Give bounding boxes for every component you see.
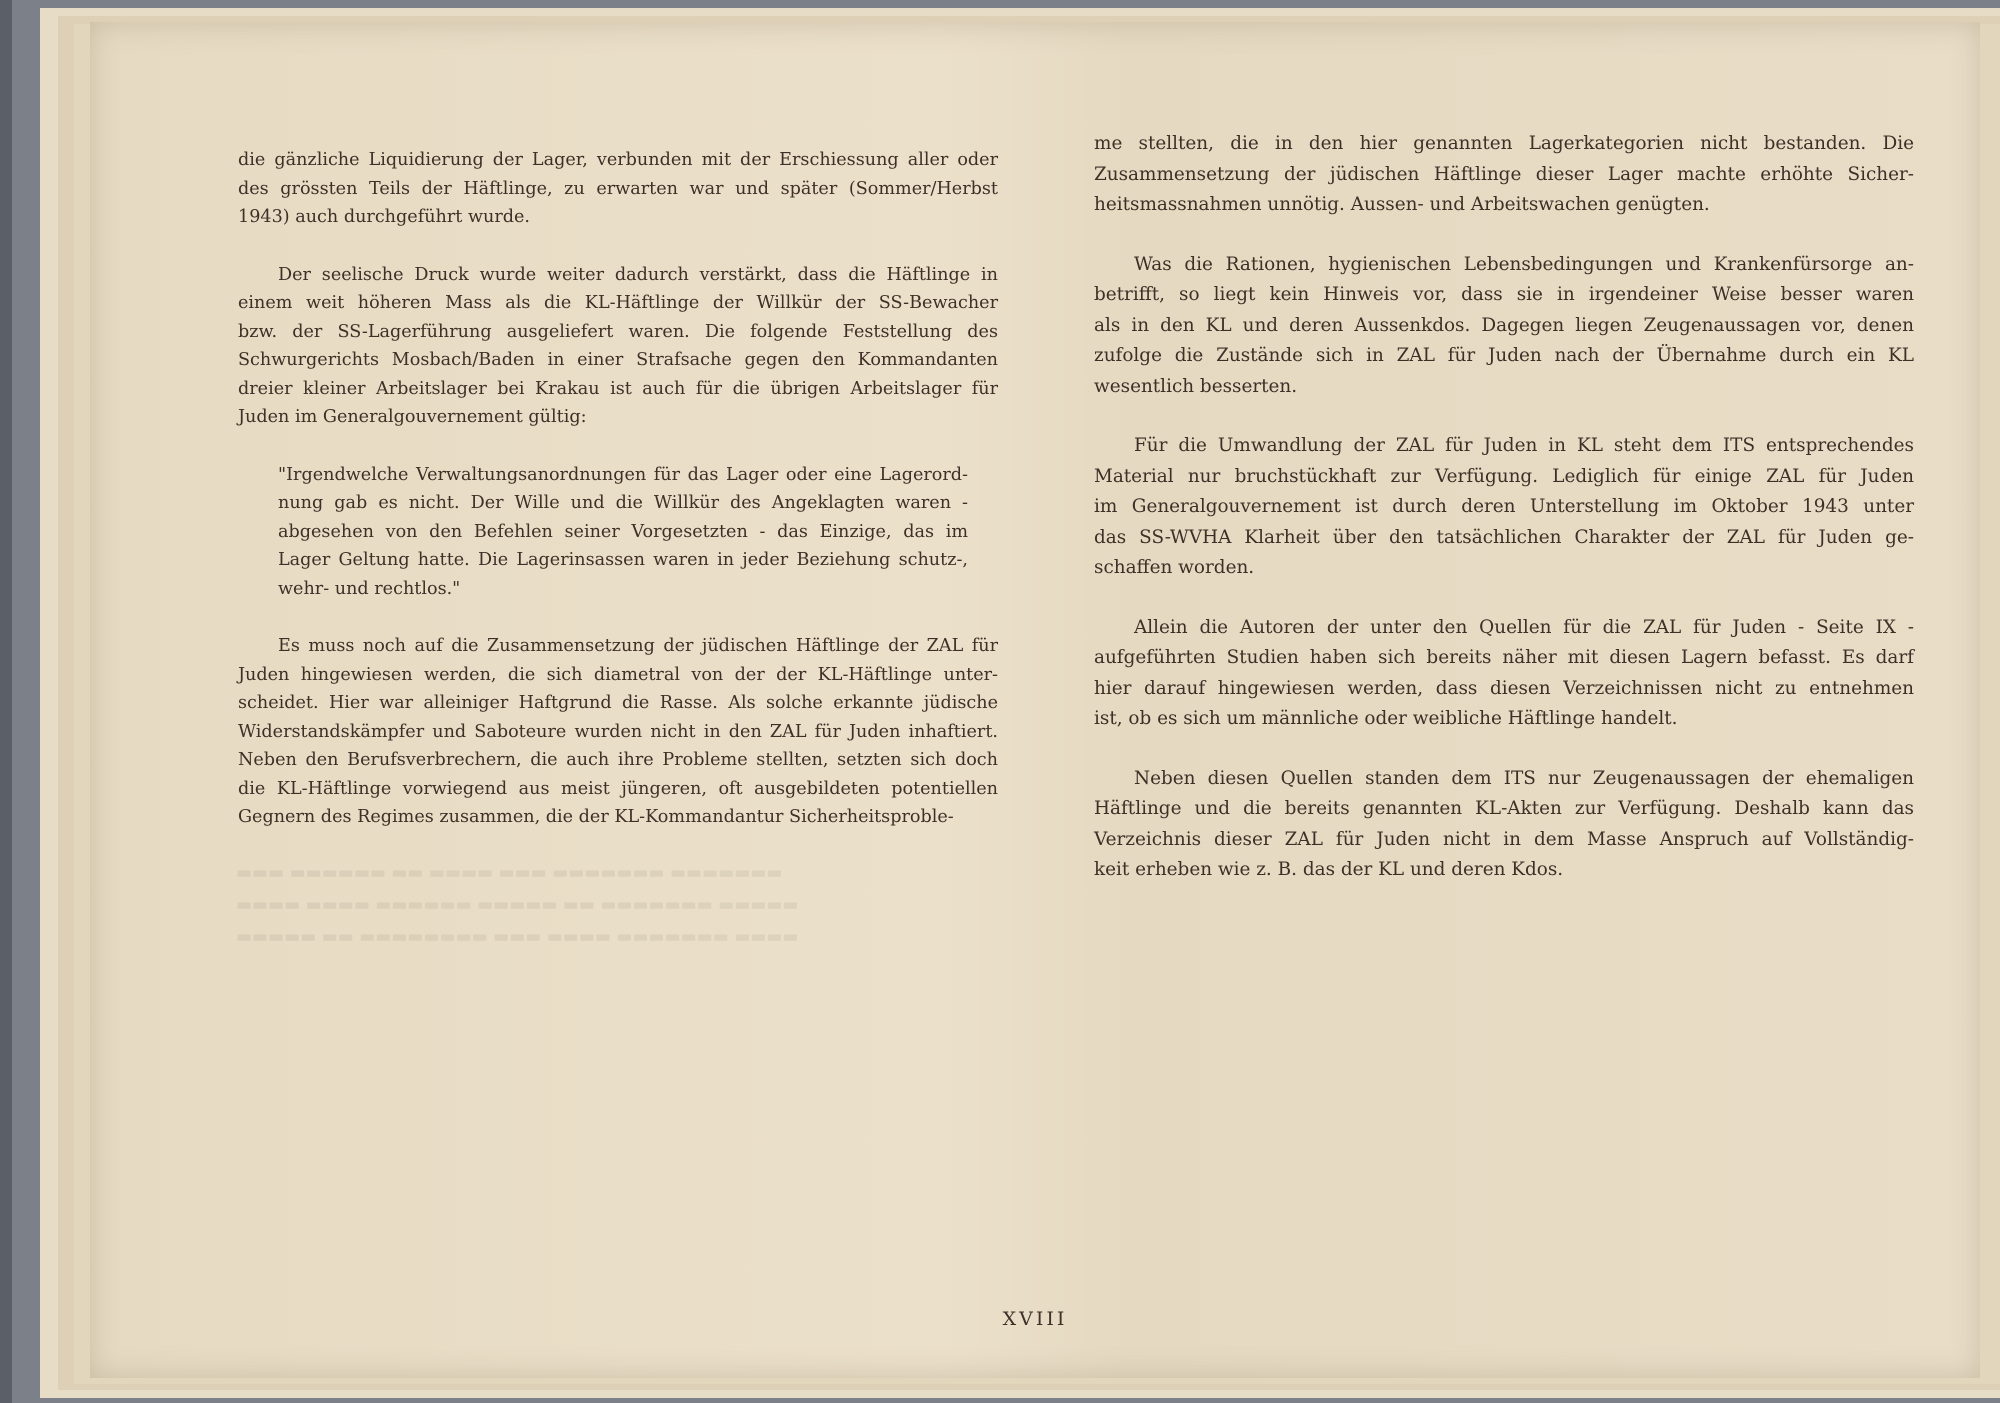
paragraph-gap — [1094, 221, 1914, 250]
text-line: Der seelische Druck wurde weiter dadurch verstärkt, dass die Häftlinge in — [278, 264, 998, 285]
text-line: 1943) auch durchgeführt wurde. — [238, 207, 531, 227]
text-line: Für die Umwandlung der ZAL für Juden in KL steht dem ITS entsprechendes — [1134, 435, 1914, 456]
page-number: XVIII — [1002, 1308, 1068, 1330]
text-line: abgesehen von den Befehlen seiner Vorgesetzten - das Einzige, das im — [278, 521, 968, 542]
paragraph — [1094, 250, 1914, 403]
paragraph — [238, 261, 998, 432]
text-line: als in den KL und deren Aussenkdos. Dagegen liegen Zeugenaussagen vor, denen — [1094, 314, 1914, 336]
block-quote — [278, 461, 968, 604]
text-line: Juden im Generalgouvernement gültig: — [238, 407, 587, 427]
text-line: heitsmassnahmen unnötig. Aussen- und Arbeitswachen genügten. — [1094, 194, 1710, 215]
paragraph — [1094, 613, 1914, 735]
text-line: die gänzliche Liquidierung der Lager, verbunden mit der Erschiessung aller oder — [238, 150, 998, 170]
text-line: Verzeichnis dieser ZAL für Juden nicht in dem Masse Anspruch auf Vollständig- — [1094, 828, 1914, 850]
paragraph — [1094, 764, 1914, 886]
text-line: hier darauf hingewiesen werden, dass diesen Verzeichnissen nicht zu entnehmen — [1094, 677, 1914, 699]
text-line: Es muss noch auf die Zusammensetzung der jüdischen Häftlinge der ZAL für — [278, 636, 998, 656]
paragraph-gap — [1094, 584, 1914, 613]
text-line: keit erheben wie z. B. das der KL und deren Kdos. — [1094, 859, 1564, 880]
text-line: das SS-WVHA Klarheit über den tatsächlichen Charakter der ZAL für Juden ge- — [1094, 526, 1914, 548]
text-line: wesentlich besserten. — [1094, 375, 1298, 397]
text-line: zufolge die Zustände sich in ZAL für Juden nach der Übernahme durch ein KL — [1094, 345, 1914, 366]
text-line: Gegnern des Regimes zusammen, die der KL-Kommandantur Sicherheitsproble- — [238, 807, 954, 827]
text-line: Häftlinge und die bereits genannten KL-Akten zur Verfügung. Deshalb kann das — [1094, 798, 1914, 819]
paragraph — [238, 632, 998, 832]
text-line: schaffen worden. — [1094, 557, 1255, 578]
paragraph-gap — [1094, 735, 1914, 764]
text-line: Zusammensetzung der jüdischen Häftlinge dieser Lager machte erhöhte Sicher- — [1094, 163, 1914, 185]
paragraph-gap — [238, 432, 998, 461]
text-line: im Generalgouvernement ist durch deren Unterstellung im Oktober 1943 unter — [1094, 496, 1914, 517]
text-line: me stellten, die in den hier genannten Lagerkategorien nicht bestanden. Die — [1094, 133, 1914, 154]
text-line: Allein die Autoren der unter den Quellen für die ZAL für Juden - Seite IX - — [1134, 616, 1914, 638]
text-line: Schwurgerichts Mosbach/Baden in einer Strafsache gegen den Kommandanten — [238, 350, 998, 370]
text-line: die KL-Häftlinge vorwiegend aus meist jüngeren, oft ausgebildeten potentiellen — [238, 778, 998, 799]
text-line: "Irgendwelche Verwaltungsanordnungen für das Lager oder eine Lagerord- — [278, 464, 968, 485]
paragraph — [1094, 129, 1914, 221]
text-line: Material nur bruchstückhaft zur Verfügung. Lediglich für einige ZAL für Juden — [1094, 465, 1914, 487]
paragraph-gap — [238, 603, 998, 632]
text-line: Widerstandskämpfer und Saboteure wurden nicht in den ZAL für Juden inhaftiert. — [238, 721, 998, 742]
text-line: Neben den Berufsverbrechern, die auch ihre Probleme stellten, setzten sich doch — [238, 750, 998, 770]
paragraph — [238, 146, 998, 232]
text-line: einem weit höheren Mass als die KL-Häftlinge der Willkür der SS-Bewacher — [238, 293, 998, 313]
text-line: ist, ob es sich um männliche oder weibliche Häftlinge handelt. — [1094, 708, 1678, 729]
text-line: Lager Geltung hatte. Die Lagerinsassen waren in jeder Beziehung schutz-, — [278, 550, 968, 570]
text-line: nung gab es nicht. Der Wille und die Willkür des Angeklagten waren - — [278, 493, 968, 513]
paragraph — [1094, 431, 1914, 584]
text-line: betrifft, so liegt kein Hinweis vor, dass sie in irgendeiner Weise besser waren — [1094, 284, 1914, 305]
right-page-text — [1094, 129, 1914, 886]
paragraph-gap — [238, 232, 998, 261]
text-line: Neben diesen Quellen standen dem ITS nur Zeugenaussagen der ehemaligen — [1134, 767, 1914, 789]
text-line: Was die Rationen, hygienischen Lebensbedingungen und Krankenfürsorge an- — [1134, 253, 1914, 275]
text-line: dreier kleiner Arbeitslager bei Krakau ist auch für die übrigen Arbeitslager für — [238, 378, 998, 399]
text-line: Juden hingewiesen werden, die sich diametral von der der KL-Häftlinge unter- — [238, 664, 998, 685]
text-line: scheidet. Hier war alleiniger Haftgrund die Rasse. Als solche erkannte jüdische — [238, 693, 998, 713]
text-line: bzw. der SS-Lagerführung ausgeliefert waren. Die folgende Feststellung des — [238, 321, 998, 342]
show-through-texture: ▬▬▬ ▬▬▬▬▬▬ ▬▬ ▬▬▬▬ ▬▬▬ ▬▬▬▬▬▬▬ ▬▬▬▬▬▬▬ ▬▬▬▬ ▬▬▬▬ ▬▬▬▬▬▬ ▬▬▬▬▬ ▬▬ ▬▬▬▬▬▬▬ ▬▬▬▬▬ ▬▬▬▬▬ ▬▬ ▬▬▬▬▬▬▬▬ ▬▬▬ ▬▬▬▬ ▬▬▬▬▬▬▬ ▬▬▬▬ — [236, 863, 799, 947]
text-line: wehr- und rechtlos." — [278, 578, 461, 599]
paragraph-gap — [1094, 402, 1914, 431]
left-page-text — [238, 146, 998, 832]
text-line: des grössten Teils der Häftlinge, zu erwarten war und später (Sommer/Herbst — [238, 178, 998, 199]
text-line: aufgeführten Studien haben sich bereits näher mit diesen Lagern befasst. Es darf — [1094, 647, 1914, 668]
